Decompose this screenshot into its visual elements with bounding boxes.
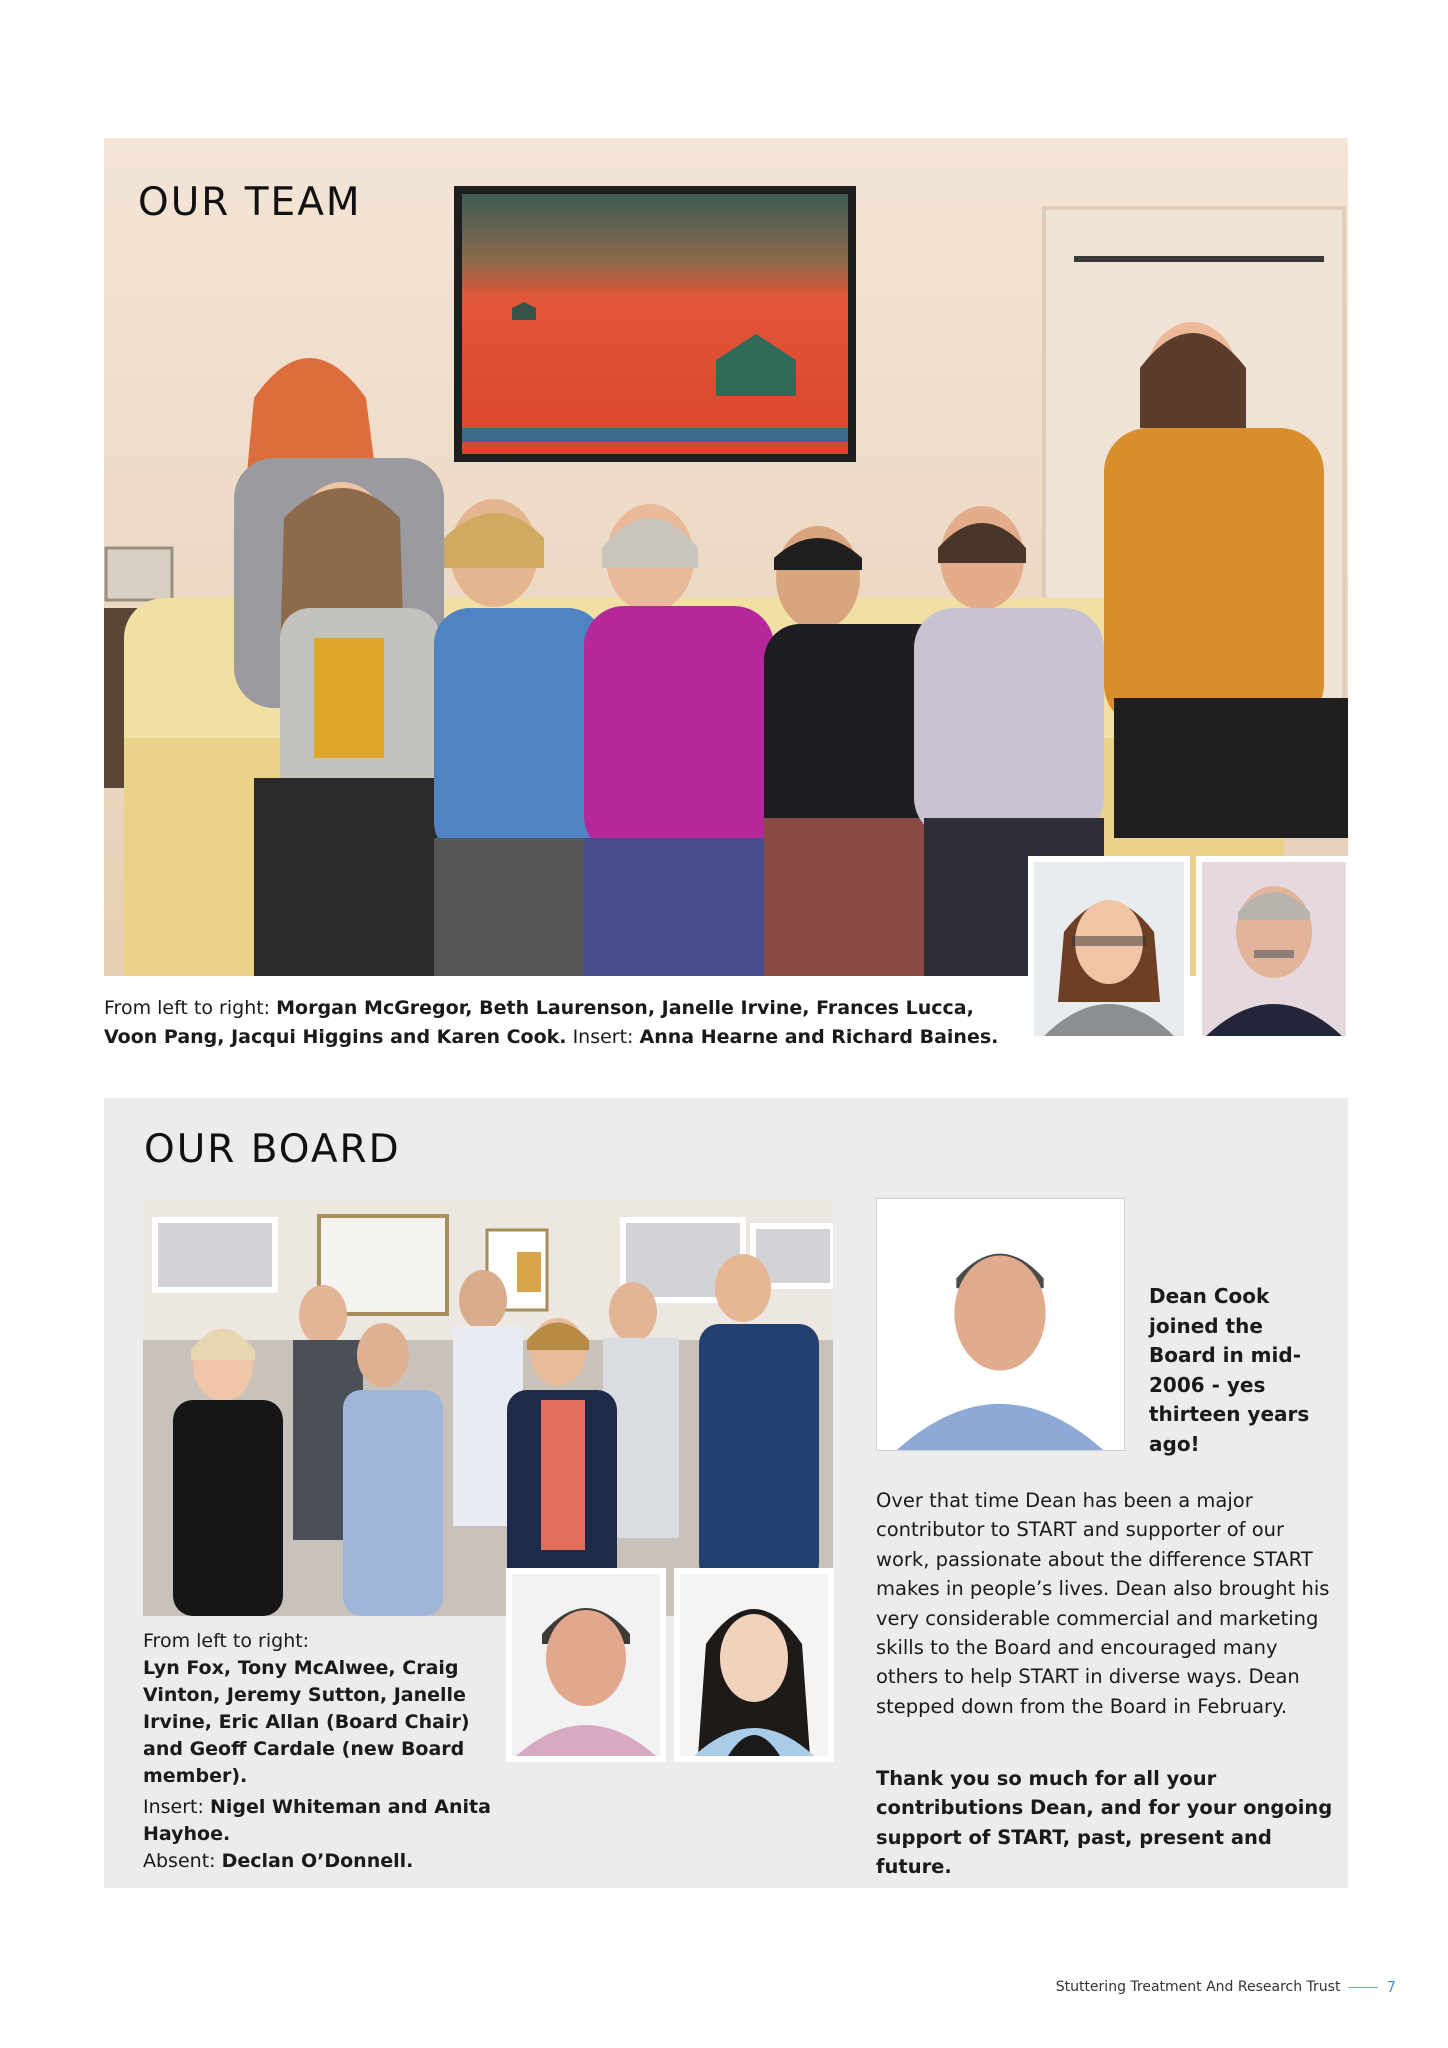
board-group-photo xyxy=(143,1200,833,1616)
dean-cook-portrait xyxy=(876,1198,1125,1451)
team-caption-names: Morgan McGregor, Beth Laurenson, Janelle Irvine, Frances Lucca, Voon Pang, Jacqui Higgins and Karen Cook. xyxy=(104,997,974,1048)
team-caption-insert-label: Insert: xyxy=(572,1026,634,1048)
team-insert-photo-anna xyxy=(1028,856,1190,1042)
board-caption-prefix: From left to right: xyxy=(143,1630,310,1652)
board-caption-absent-names: Declan O’Donnell. xyxy=(221,1850,414,1872)
board-caption xyxy=(143,1628,503,1875)
dean-thanks-text: Thank you so much for all your contributions Dean, and for your ongoing support of START, past, present and future. xyxy=(876,1767,1333,1879)
team-heading: OUR TEAM xyxy=(138,180,362,225)
team-group-photo xyxy=(104,138,1348,976)
dean-body-text: Over that time Dean has been a major contributor to START and supporter of our work, passionate about the difference START makes in people’s lives. Dean also brought his very considerable commercial and marketing skills to the Board and encouraged many others to help START in diverse ways. Dean stepped down from the Board in February. xyxy=(876,1489,1330,1718)
team-insert-photo-richard xyxy=(1196,856,1352,1042)
board-insert-photo-anita xyxy=(674,1568,834,1762)
board-caption-absent-label: Absent: xyxy=(143,1850,216,1872)
footer-rule xyxy=(1348,1987,1378,1988)
team-caption xyxy=(104,994,1004,1052)
board-insert-photo-nigel xyxy=(506,1568,666,1762)
board-caption-names: Lyn Fox, Tony McAlwee, Craig Vinton, Jeremy Sutton, Janelle Irvine, Eric Allan (Board Chair) and Geoff Cardale (new Board member). xyxy=(143,1657,470,1787)
board-caption-insert-names: Nigel Whiteman and Anita Hayhoe. xyxy=(143,1796,491,1845)
dean-callout: Dean Cook joined the Board in mid-2006 - yes thirteen years ago! xyxy=(1149,1284,1310,1456)
footer-org: Stuttering Treatment And Research Trust xyxy=(1055,1979,1341,1995)
board-caption-insert-label: Insert: xyxy=(143,1796,204,1818)
team-caption-insert-names: Anna Hearne and Richard Baines. xyxy=(639,1026,999,1048)
board-heading: OUR BOARD xyxy=(144,1127,401,1172)
team-caption-prefix: From left to right: xyxy=(104,997,271,1019)
page-footer xyxy=(1056,1978,1396,1996)
page-number: 7 xyxy=(1386,1978,1396,1996)
